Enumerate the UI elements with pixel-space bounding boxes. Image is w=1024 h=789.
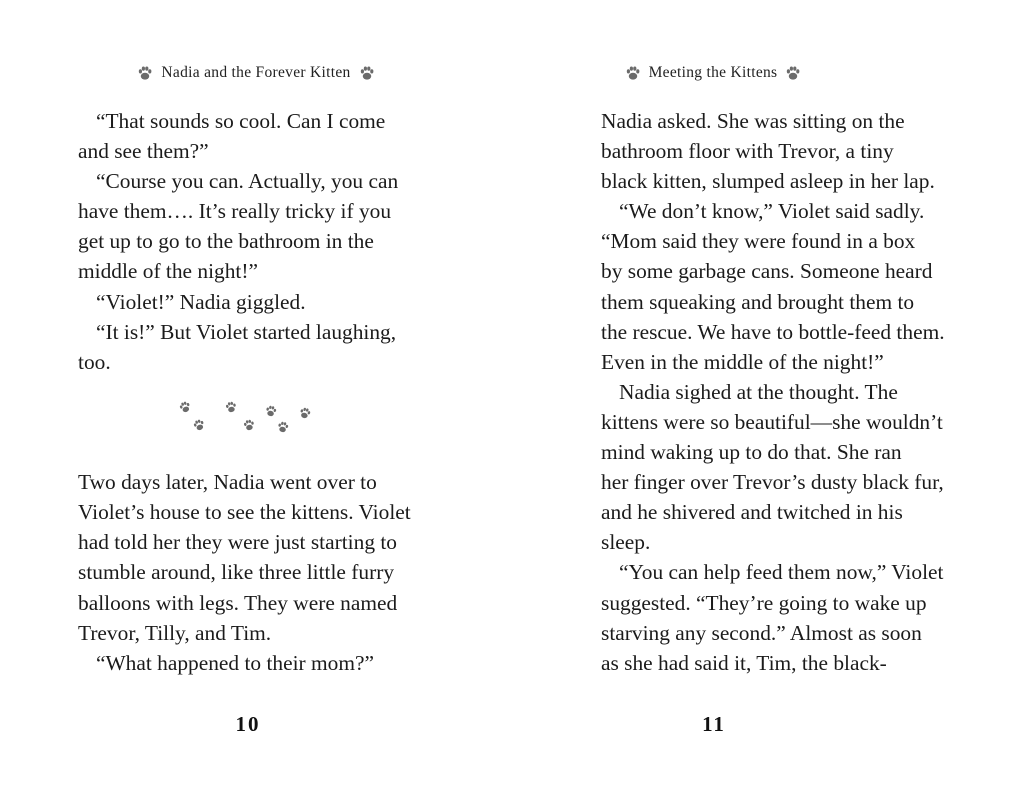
text-line: have them…. It’s really tricky if you [78, 199, 392, 224]
text-line: them squeaking and brought them to [601, 289, 915, 314]
text-line: Nadia asked. She was sitting on the [601, 109, 905, 133]
text-line: middle of the night!” [78, 259, 258, 284]
text-line: “It is!” But Violet started laughing, [96, 319, 397, 344]
text-line: suggested. “They’re going to wake up [601, 590, 927, 615]
right-page [512, 0, 1024, 789]
text-line: Even in the middle of the night!” [601, 349, 884, 374]
right-page-body [601, 106, 961, 678]
text-line: and he shivered and twitched in his [601, 500, 903, 525]
text-line: Trevor, Tilly, and Tim. [78, 620, 272, 645]
text-line: “Violet!” Nadia giggled. [96, 289, 306, 314]
text-line: “You can help feed them now,” Violet [619, 560, 944, 585]
running-head-left [0, 64, 512, 82]
running-head-right [457, 64, 969, 82]
paw-print-icon [358, 64, 376, 82]
text-line: balloons with legs. They were named [78, 590, 398, 615]
text-line: the rescue. We have to bottle-feed them. [601, 319, 945, 344]
text-line: kittens were so beautiful—she wouldn’t [601, 409, 943, 434]
page-number: 10 [235, 712, 261, 736]
text-line: and see them?” [78, 139, 209, 164]
text-line: black kitten, slumped asleep in her lap. [601, 169, 935, 194]
text-line: Two days later, Nadia went over to [78, 470, 377, 495]
text-line: mind waking up to do that. She ran [601, 440, 902, 465]
text-line: Violet’s house to see the kittens. Violet [78, 500, 411, 525]
text-line: had told her they were just starting to [78, 530, 398, 555]
text-line: Nadia sighed at the thought. The [619, 379, 898, 404]
text-line: “Mom said they were found in a box [601, 229, 916, 254]
text-line: sleep. [601, 530, 651, 555]
text-line: too. [78, 349, 111, 374]
text-line: her finger over Trevor’s dusty black fur, [601, 470, 944, 495]
left-page-body [78, 106, 428, 678]
text-line: starving any second.” Almost as soon [601, 620, 922, 645]
text-line: get up to go to the bathroom in the [78, 229, 374, 254]
paw-trail-icon [176, 400, 316, 438]
paw-print-icon [136, 64, 154, 82]
text-line: bathroom floor with Trevor, a tiny [601, 139, 894, 164]
text-line: stumble around, like three little furry [78, 560, 395, 585]
text-line: as she had said it, Tim, the black- [601, 650, 887, 675]
running-head-title: Nadia and the Forever Kitten [161, 64, 351, 81]
running-head-title: Meeting the Kittens [648, 64, 778, 81]
text-line: “We don’t know,” Violet said sadly. [619, 199, 925, 224]
text-line: “That sounds so cool. Can I come [96, 109, 386, 133]
text-line: “Course you can. Actually, you can [96, 169, 399, 194]
text-line: “What happened to their mom?” [96, 650, 374, 675]
text-line: by some garbage cans. Someone heard [601, 259, 933, 284]
paw-print-icon [624, 64, 642, 82]
page-number: 11 [702, 712, 726, 736]
paw-print-icon [784, 64, 802, 82]
